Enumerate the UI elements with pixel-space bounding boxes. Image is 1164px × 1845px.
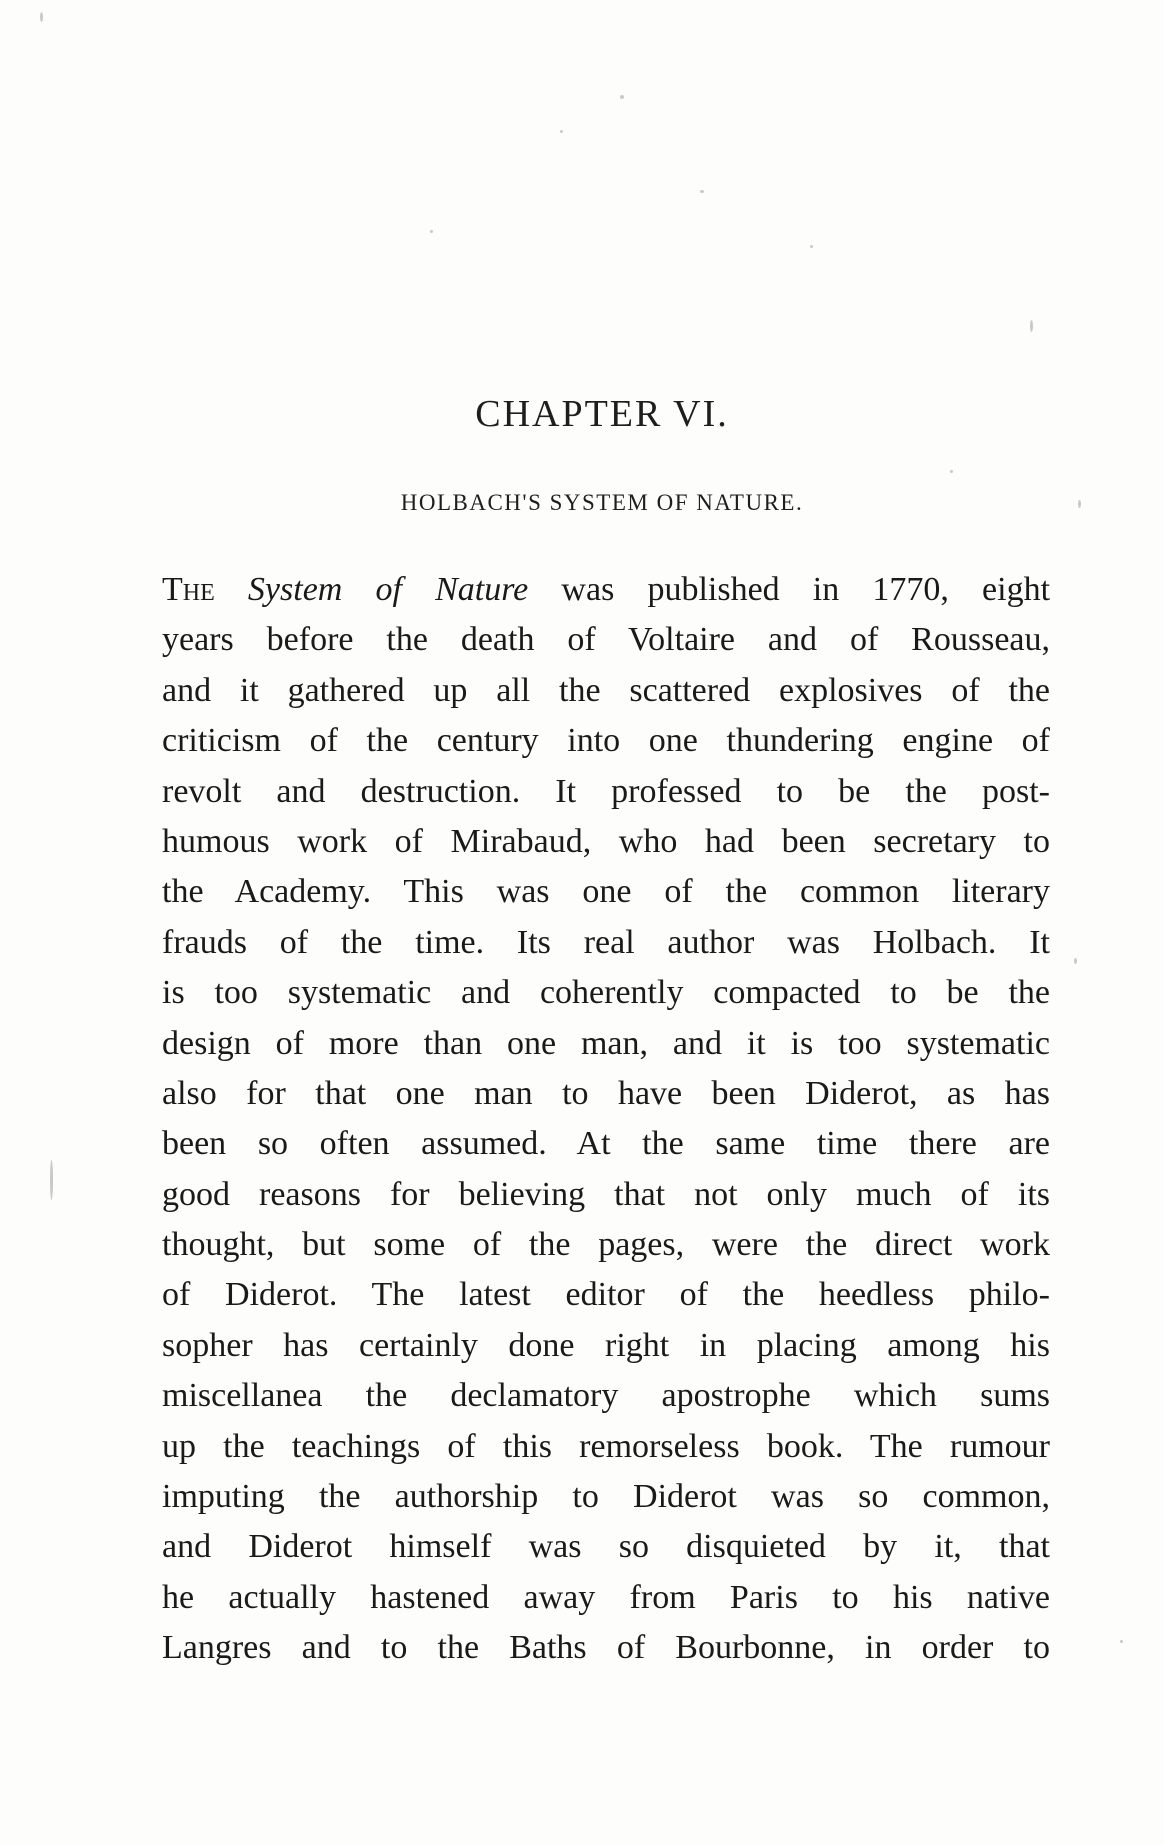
chapter-heading: CHAPTER VI. xyxy=(475,393,729,435)
text-line: is too systematic and coherently compacted to be the xyxy=(162,974,1050,1012)
text-line: also for that one man to have been Diderot, as has xyxy=(162,1074,1050,1112)
bleed-through-speck xyxy=(620,95,624,99)
bleed-through-speck xyxy=(810,245,813,248)
bleed-through-speck xyxy=(560,130,563,133)
bleed-through-speck xyxy=(430,230,433,233)
text-line: he actually hastened away from Paris to his native xyxy=(162,1578,1050,1616)
bleed-through-speck xyxy=(700,190,704,193)
chapter-subtitle: HOLBACH'S SYSTEM OF NATURE. xyxy=(400,490,804,515)
first-line-rest: was published in 1770, eight xyxy=(561,571,1051,608)
lead-word: The xyxy=(162,571,215,608)
bleed-through-speck xyxy=(1074,958,1077,964)
bleed-through-speck xyxy=(950,470,953,473)
book-title: System of Nature xyxy=(247,571,529,608)
text-line: Langres and to the Baths of Bourbonne, in order to xyxy=(162,1629,1050,1667)
text-line: design of more than one man, and it is too systematic xyxy=(162,1024,1050,1062)
text-line: and it gathered up all the scattered explosives of the xyxy=(162,671,1050,709)
bleed-through-speck xyxy=(1120,1640,1123,1643)
text-line-1 xyxy=(162,565,1050,615)
text-line: years before the death of Voltaire and of Rousseau, xyxy=(162,621,1050,659)
text-line: frauds of the time. Its real author was Holbach. It xyxy=(162,923,1050,961)
text-line: up the teachings of this remorseless book. The rumour xyxy=(162,1427,1050,1465)
bleed-through-speck xyxy=(1030,320,1033,332)
text-line: thought, but some of the pages, were the direct work xyxy=(162,1226,1050,1264)
text-line: humous work of Mirabaud, who had been secretary to xyxy=(162,822,1050,860)
text-line: been so often assumed. At the same time there are xyxy=(162,1125,1050,1163)
bleed-through-speck xyxy=(50,1160,53,1200)
text-line: of Diderot. The latest editor of the heedless philo- xyxy=(162,1276,1050,1314)
body-paragraph xyxy=(162,565,1050,1674)
text-line: sopher has certainly done right in placing among his xyxy=(162,1326,1050,1364)
text-line: miscellanea the declamatory apostrophe which sums xyxy=(162,1377,1050,1415)
text-line: and Diderot himself was so disquieted by it, that xyxy=(162,1528,1050,1566)
text-line: imputing the authorship to Diderot was so common, xyxy=(162,1478,1050,1516)
text-line: revolt and destruction. It professed to be the post- xyxy=(162,772,1050,810)
text-line: good reasons for believing that not only much of its xyxy=(162,1175,1050,1213)
bleed-through-speck xyxy=(40,12,43,22)
text-line: the Academy. This was one of the common literary xyxy=(162,873,1050,911)
text-line: criticism of the century into one thundering engine of xyxy=(162,722,1050,760)
